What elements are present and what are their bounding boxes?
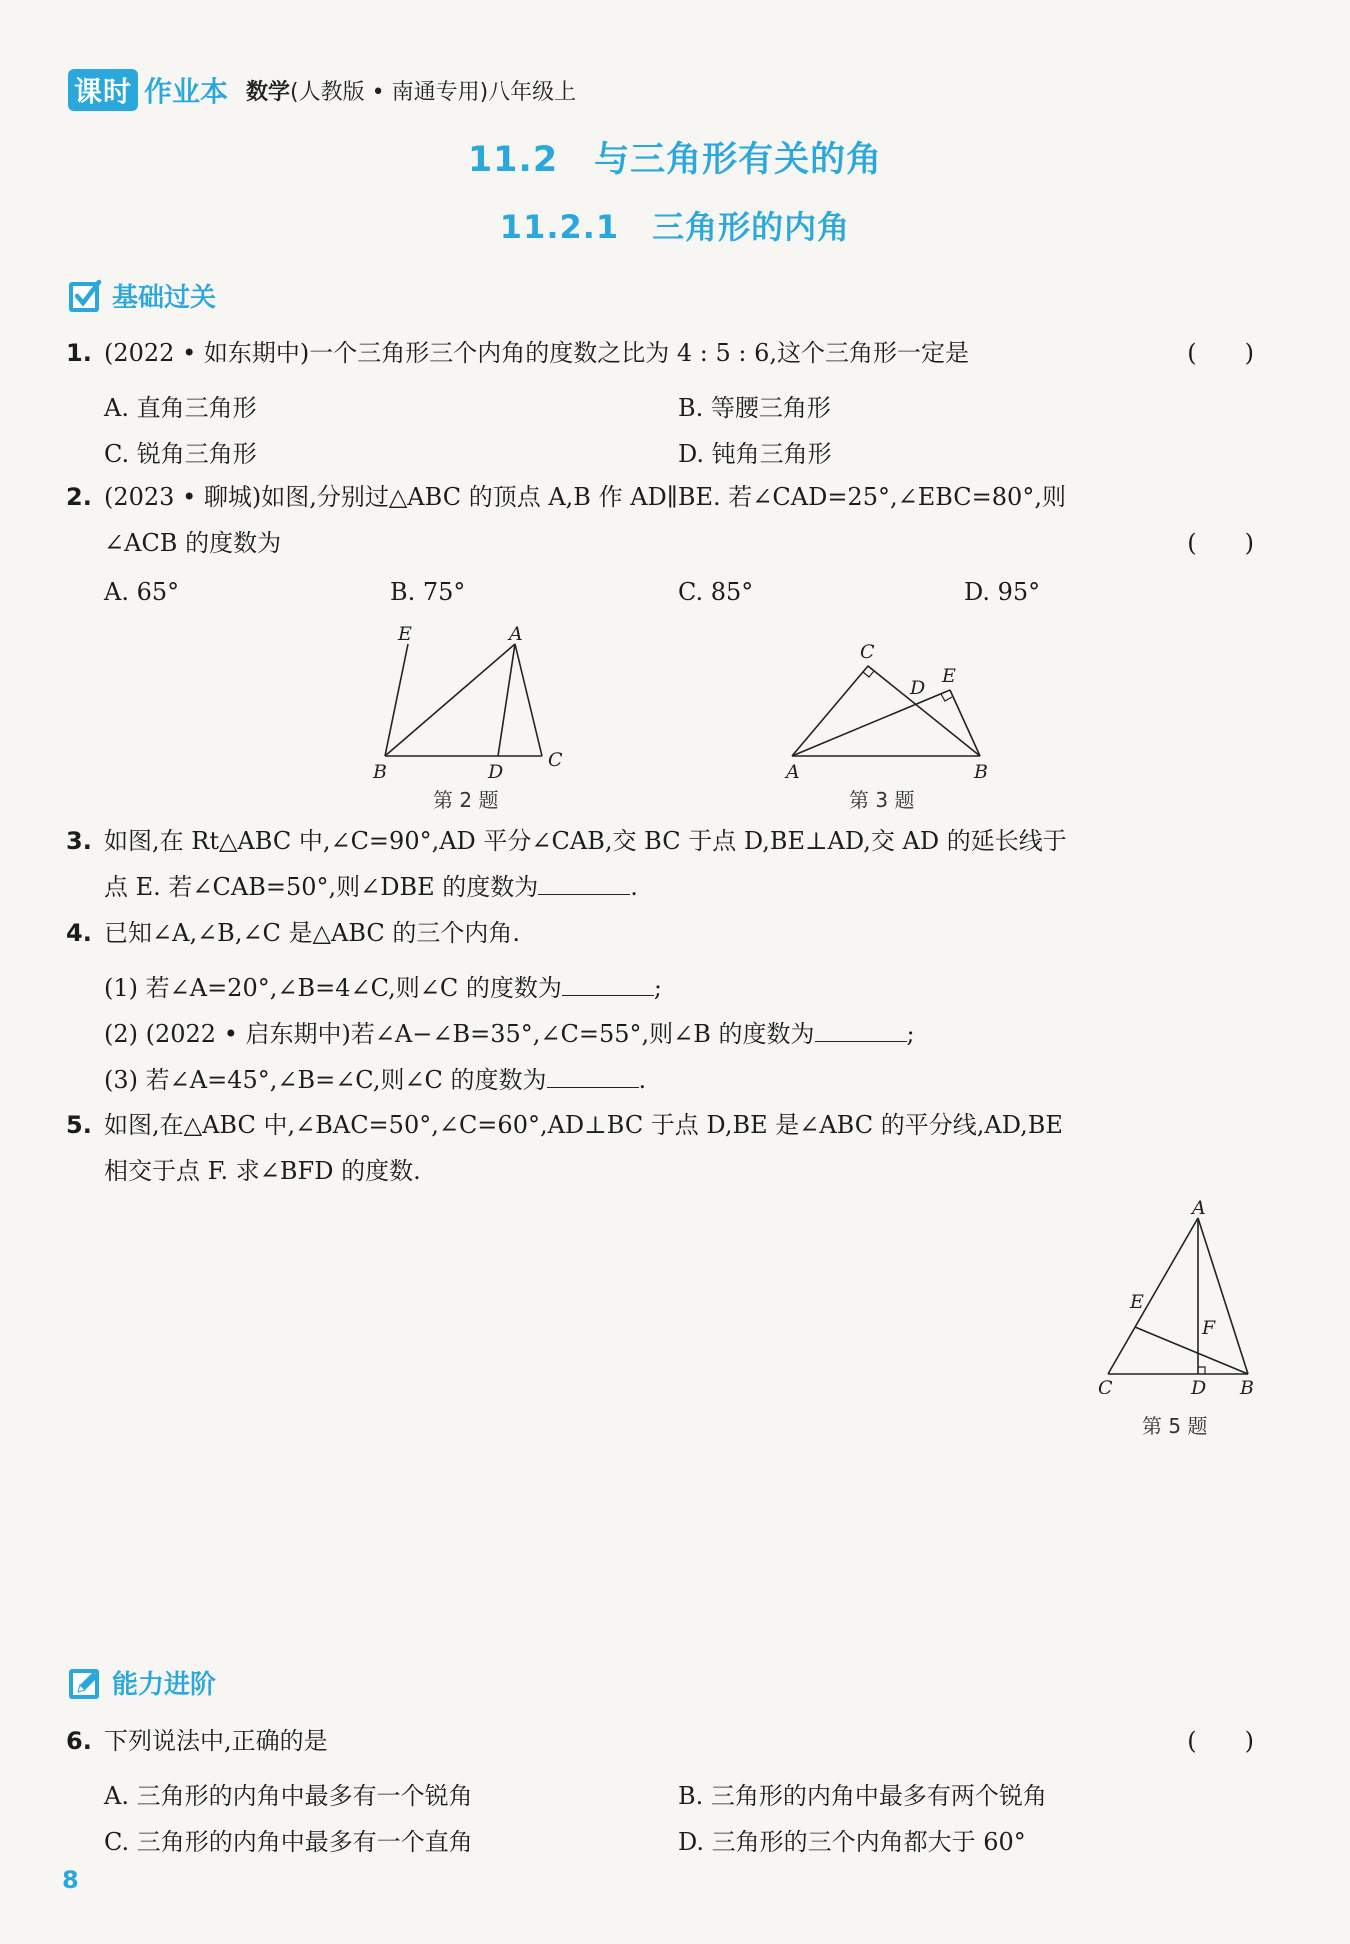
fig5-caption: 第 5 题 — [1142, 1414, 1208, 1438]
q6-option-a: A. 三角形的内角中最多有一个锐角 — [104, 1782, 473, 1810]
question-text: 如图,在△ABC 中,∠BAC=50°,∠C=60°,AD⊥BC 于点 D,BE 是∠ABC 的平分线,AD,BE — [104, 1111, 1063, 1139]
question-text-cont: 相交于点 F. 求∠BFD 的度数. — [104, 1157, 421, 1185]
question-text: 下列说法中,正确的是 — [104, 1727, 328, 1755]
question-5 — [66, 1102, 1254, 1194]
punctuation: . — [638, 1066, 647, 1094]
section-advanced — [68, 1664, 216, 1701]
fig5-label-b: B — [1240, 1377, 1254, 1394]
answer-blank[interactable] — [562, 969, 654, 996]
q1-option-c: C. 锐角三角形 — [104, 440, 257, 468]
fig2-label-d: D — [488, 761, 504, 780]
figure-q5 — [1090, 1196, 1260, 1394]
subject-detail: (人教版 • 南通专用)八年级上 — [290, 79, 577, 105]
q2-option-a: A. 65° — [104, 578, 180, 606]
question-number: 3. — [66, 827, 92, 855]
fig5-label-d: D — [1191, 1377, 1207, 1394]
question-text: (2022 • 如东期中)一个三角形三个内角的度数之比为 4 : 5 : 6,这个三角形一定是 — [104, 339, 969, 367]
figure-q2 — [360, 618, 580, 780]
question-text: 已知∠A,∠B,∠C 是△ABC 的三个内角. — [104, 919, 521, 947]
punctuation: . — [630, 873, 638, 901]
q6-option-d: D. 三角形的三个内角都大于 60° — [678, 1828, 1026, 1856]
part-text: (2) (2022 • 启东期中)若∠A−∠B=35°,∠C=55°,则∠B 的度数为 — [104, 1020, 815, 1048]
q1-option-d: D. 钝角三角形 — [678, 440, 832, 468]
fig3-label-e: E — [942, 665, 956, 687]
section-advanced-label: 能力进阶 — [112, 1670, 217, 1700]
answer-paren: ( ) — [1187, 529, 1254, 557]
fig3-label-c: C — [860, 641, 875, 663]
q1-option-a: A. 直角三角形 — [104, 394, 257, 422]
q2-option-d: D. 95° — [964, 578, 1041, 606]
answer-paren: ( ) — [1187, 1727, 1254, 1755]
question-number: 4. — [66, 919, 92, 947]
fig3-label-d: D — [910, 677, 926, 699]
q1-option-b: B. 等腰三角形 — [678, 394, 831, 422]
part-text: (3) 若∠A=45°,∠B=∠C,则∠C 的度数为 — [104, 1066, 547, 1094]
answer-blank[interactable] — [815, 1015, 907, 1042]
subject-line — [246, 75, 576, 106]
subject: 数学 — [246, 79, 291, 105]
q6-option-b: B. 三角形的内角中最多有两个锐角 — [678, 1782, 1047, 1810]
q4-part-1 — [104, 968, 662, 1003]
question-text: (2023 • 聊城)如图,分别过△ABC 的顶点 A,B 作 AD∥BE. 若∠CAD=25°,∠EBC=80°,则 — [104, 483, 1066, 511]
fig5-label-f: F — [1202, 1317, 1216, 1339]
fig2-caption: 第 2 题 — [433, 788, 499, 812]
subsection-title: 11.2.1 三角形的内角 — [499, 208, 851, 246]
question-number: 6. — [66, 1727, 92, 1755]
fig3-caption: 第 3 题 — [849, 788, 915, 812]
question-1 — [66, 330, 1254, 376]
answer-paren: ( ) — [1187, 339, 1254, 367]
answer-blank[interactable] — [547, 1061, 639, 1088]
q6-option-c: C. 三角形的内角中最多有一个直角 — [104, 1828, 473, 1856]
question-6 — [66, 1718, 1254, 1764]
logo-text: 作业本 — [144, 75, 229, 108]
fig3-label-b: B — [974, 761, 988, 783]
question-3 — [66, 818, 1254, 910]
punctuation: ; — [906, 1020, 915, 1048]
question-4 — [66, 910, 1254, 956]
q4-part-2 — [104, 1014, 915, 1049]
fig5-label-e: E — [1130, 1291, 1144, 1313]
question-number: 2. — [66, 483, 92, 511]
fig5-label-c: C — [1098, 1377, 1113, 1394]
fig2-label-c: C — [548, 749, 563, 771]
question-text-cont: 点 E. 若∠CAB=50°,则∠DBE 的度数为 — [104, 873, 539, 901]
question-number: 5. — [66, 1111, 92, 1139]
q4-part-3 — [104, 1060, 646, 1095]
section-basic — [68, 277, 216, 314]
checkbox-icon — [68, 279, 102, 313]
fig3-label-a: A — [786, 761, 800, 783]
section-basic-label: 基础过关 — [112, 283, 217, 313]
part-text: (1) 若∠A=20°,∠B=4∠C,则∠C 的度数为 — [104, 974, 562, 1002]
question-2 — [66, 474, 1254, 566]
fig2-label-a: A — [509, 623, 523, 645]
fig2-label-b: B — [373, 761, 387, 780]
punctuation: ; — [653, 974, 662, 1002]
pencil-icon — [68, 1666, 102, 1700]
answer-blank[interactable] — [538, 868, 630, 895]
question-text: 如图,在 Rt△ABC 中,∠C=90°,AD 平分∠CAB,交 BC 于点 D,BE⊥AD,交 AD 的延长线于 — [104, 827, 1067, 855]
q2-option-b: B. 75° — [390, 578, 466, 606]
book-header — [68, 70, 576, 110]
page-number: 8 — [62, 1866, 79, 1894]
figure-q3 — [780, 638, 1000, 784]
question-number: 1. — [66, 339, 92, 367]
fig2-label-e: E — [398, 623, 412, 645]
fig5-label-a: A — [1192, 1197, 1206, 1219]
question-text-cont: ∠ACB 的度数为 — [104, 529, 282, 557]
q2-option-c: C. 85° — [678, 578, 754, 606]
logo: 课时 — [68, 69, 138, 111]
section-title: 11.2 与三角形有关的角 — [467, 140, 883, 180]
